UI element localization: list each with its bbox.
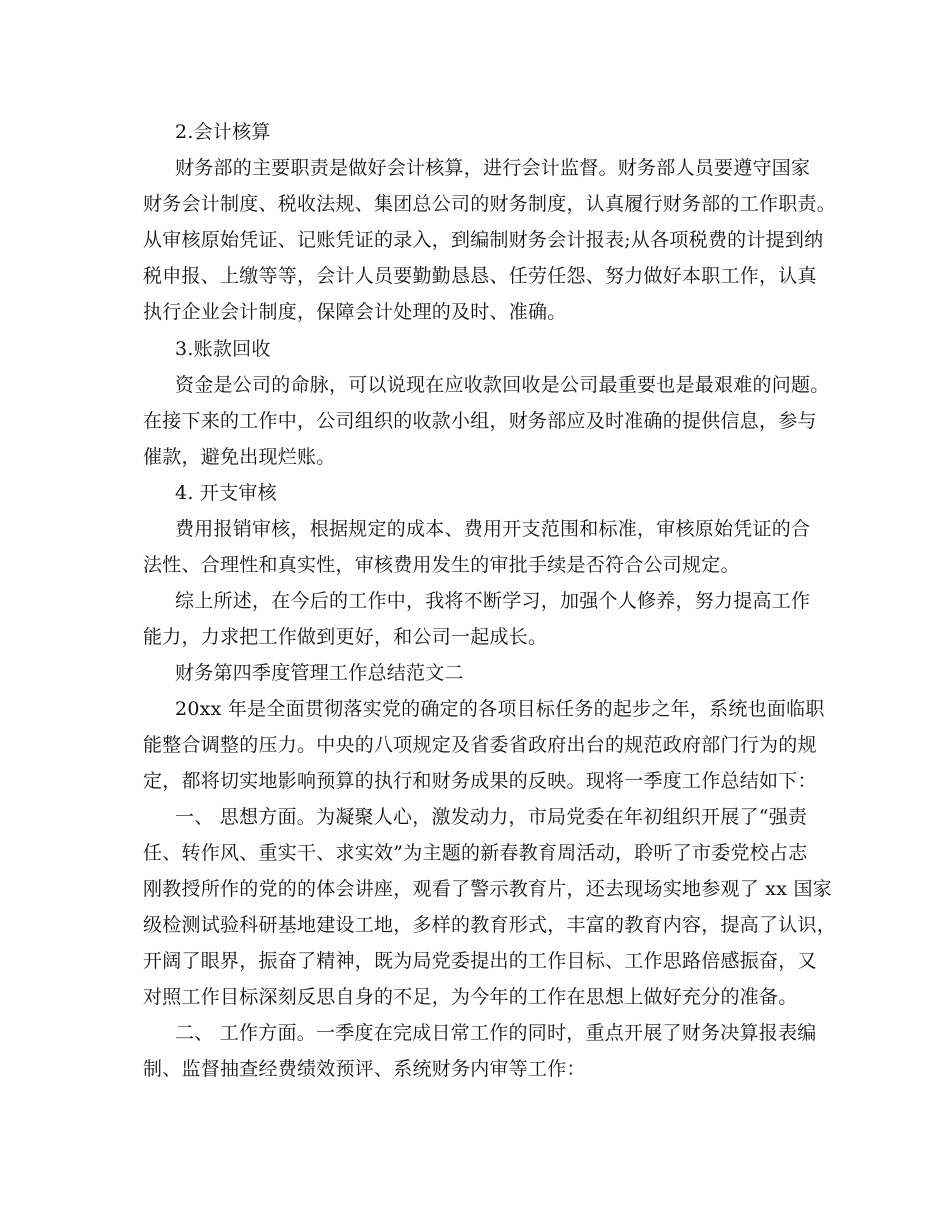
paragraph-line: 税申报、上缴等等，会计人员要勤勤恳恳、任劳任怨、努力做好本职工作，认真	[143, 265, 817, 287]
paragraph-line: 综上所述，在今后的工作中，我将不断学习，加强个人修养，努力提高工作	[175, 590, 811, 612]
article-title: 财务第四季度管理工作总结范文二	[175, 662, 464, 684]
section-heading: 4. 开支审核	[175, 482, 277, 504]
paragraph-line: 能力，力求把工作做到更好，和公司一起成长。	[143, 626, 548, 648]
paragraph-line: 定，都将切实地影响预算的执行和财务成果的反映。现将一季度工作总结如下：	[143, 770, 817, 792]
paragraph-line: 20xx 年是全面贯彻落实党的确定的各项目标任务的起步之年，系统也面临职	[175, 698, 825, 720]
paragraph-line: 在接下来的工作中，公司组织的收款小组，财务部应及时准确的提供信息，参与	[143, 410, 817, 432]
paragraph-line: 二、 工作方面。一季度在完成日常工作的同时，重点开展了财务决算报表编	[175, 1022, 817, 1044]
paragraph-line: 法性、合理性和真实性，审核费用发生的审批手续是否符合公司规定。	[143, 554, 740, 576]
paragraph-line: 任、转作风、重实干、求实效”为主题的新春教育周活动，聆听了市委党校占志	[143, 842, 808, 864]
paragraph-line: 一、 思想方面。为凝聚人心，激发动力，市局党委在年初组织开展了“强责	[175, 806, 808, 828]
paragraph-line: 费用报销审核，根据规定的成本、费用开支范围和标准，审核原始凭证的合	[175, 518, 811, 540]
paragraph-line: 制、监督抽查经费绩效预评、系统财务内审等工作：	[143, 1058, 586, 1080]
paragraph-line: 催款，避免出现烂账。	[143, 446, 336, 468]
paragraph-line: 财务会计制度、税收法规、集团总公司的财务制度，认真履行财务部的工作职责。	[143, 193, 837, 215]
paragraph-line: 能整合调整的压力。中央的八项规定及省委省政府出台的规范政府部门行为的规	[143, 734, 817, 756]
paragraph-line: 资金是公司的命脉，可以说现在应收款回收是公司最重要也是最艰难的问题。	[175, 374, 830, 396]
paragraph-line: 级检测试验科研基地建设工地，多样的教育形式，丰富的教育内容，提高了认识，	[143, 914, 837, 936]
paragraph-line: 执行企业会计制度，保障会计处理的及时、准确。	[143, 301, 567, 323]
section-heading: 2.会计核算	[175, 121, 271, 143]
paragraph-line: 刚教授所作的党的的体会讲座，观看了警示教育片，还去现场实地参观了 xx 国家	[143, 878, 833, 900]
paragraph-line: 对照工作目标深刻反思自身的不足，为今年的工作在思想上做好充分的准备。	[143, 986, 798, 1008]
section-heading: 3.账款回收	[175, 338, 271, 360]
paragraph-line: 财务部的主要职责是做好会计核算，进行会计监督。财务部人员要遵守国家	[175, 157, 811, 179]
paragraph-line: 从审核原始凭证、记账凭证的录入，到编制财务会计报表;从各项税费的计提到纳	[143, 229, 824, 251]
paragraph-line: 开阔了眼界，振奋了精神，既为局党委提出的工作目标、工作思路倍感振奋，又	[143, 950, 817, 972]
